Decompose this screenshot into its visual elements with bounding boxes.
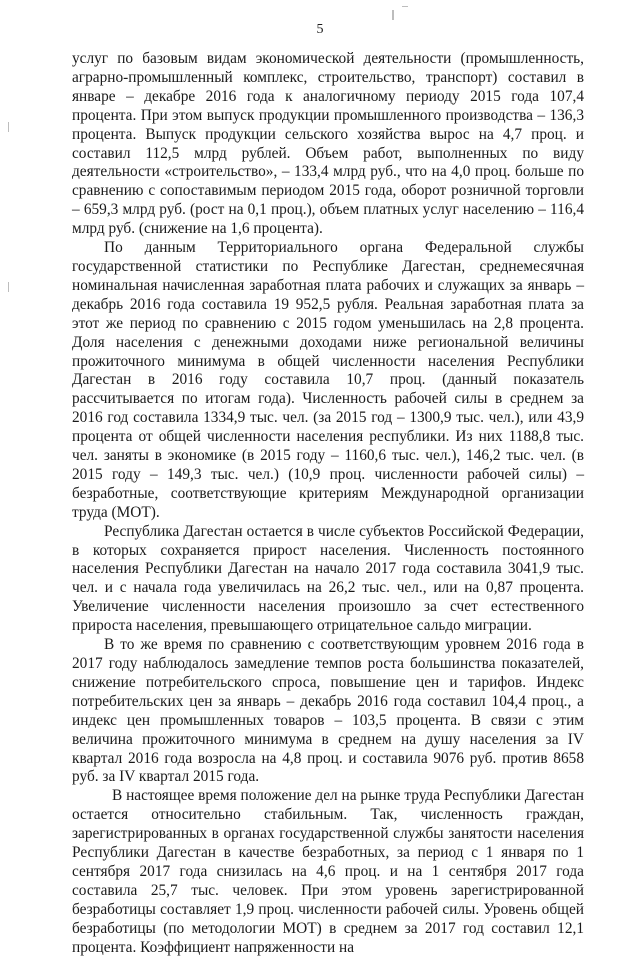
paragraph-labor-market: В настоящее время положение дел на рынке труда Республики Дагестан остается относительно стабильным. Так, численность граждан, зарегистрированных в органах государственной службы занятости населения Республики Дагестан в качестве безработных, за период с 1 января по 1 сентября 2017 года снизилась на 4,6 проц. и на 1 сентября 2017 года составила 25,7 тыс. человек. При этом уровень зарегистрированной безработицы составляет 1,9 проц. численности рабочей силы. Уровень общей безработицы (по методологии МОТ) в среднем за 2017 год составил 12,1 процента. Коэффициент напряженности на (72, 787, 584, 956)
paragraph-population-growth: Республика Дагестан остается в числе субъектов Российской Федерации, в которых сохраняется прирост населения. Численность постоянного населения Республики Дагестан на начало 2017 года составила 3041,9 тыс. чел. и с начала года увеличилась на 26,2 тыс. чел., или на 0,87 процента. Увеличение численности населения произошло за счет естественного прироста населения, превышающего отрицательное сальдо миграции. (72, 522, 584, 635)
paragraph-wages-and-labor-force: По данным Территориального органа Федеральной службы государственной статистики по Республике Дагестан, среднемесячная номинальная начисленная заработная плата рабочих и служащих за январь – декабрь 2016 года составила 19 952,5 рубля. Реальная заработная плата за этот же период по сравнению с 2015 годом уменьшилась на 2,8 процента. Доля населения с денежными доходами ниже региональной величины прожиточного минимума в общей численности населения Республики Дагестан в 2016 году составила 10,7 проц. (данный показатель рассчитывается по итогам года). Численность рабочей силы в среднем за 2016 год составила 1334,9 тыс. чел. (за 2015 год – 1300,9 тыс. чел.), или 43,9 процента от общей численности населения республики. Из них 1188,8 тыс. чел. заняты в экономике (в 2015 году – 1160,6 тыс. чел.), 146,2 тыс. чел. (в 2015 году – 149,3 тыс. чел.) (10,9 проц. численности рабочей силы) – безработные, соответствующие критериям Международной организации труда (МОТ). (72, 239, 584, 521)
paragraph-price-indices: В то же время по сравнению с соответствующим уровнем 2016 года в 2017 году наблюдалось замедление темпов роста большинства показателей, снижение потребительского спроса, повышение цен и тарифов. Индекс потребительских цен за январь – декабрь 2016 года составил 104,4 проц., а индекс цен промышленных товаров – 103,5 процента. В связи с этим величина прожиточного минимума в среднем на душу населения за IV квартал 2016 года возросла на 4,8 проц. и составила 9076 руб. против 8658 руб. за IV квартал 2015 года. (72, 636, 584, 786)
scan-artifact-mark (392, 10, 394, 20)
scan-artifact-mark (8, 282, 9, 292)
document-body (72, 50, 584, 958)
paragraph-economic-activity: услуг по базовым видам экономической деятельности (промышленность, аграрно-промышленный комплекс, строительство, транспорт) составил в январе – декабре 2016 года к аналогичному периоду 2015 года 107,4 процента. При этом выпуск продукции промышленного производства – 136,3 процента. Выпуск продукции сельского хозяйства вырос на 4,7 проц. и составил 112,5 млрд рублей. Объем работ, выполненных по виду деятельности «строительство», – 133,4 млрд руб., что на 4,0 проц. больше по сравнению с сопоставимым периодом 2015 года, оборот розничной торговли – 659,3 млрд руб. (рост на 0,1 проц.), объем платных услуг населению – 116,4 млрд руб. (снижение на 1,6 процента). (72, 50, 584, 238)
scan-artifact-mark (402, 6, 408, 7)
page-number: 5 (316, 22, 324, 37)
scan-artifact-mark (8, 122, 9, 132)
